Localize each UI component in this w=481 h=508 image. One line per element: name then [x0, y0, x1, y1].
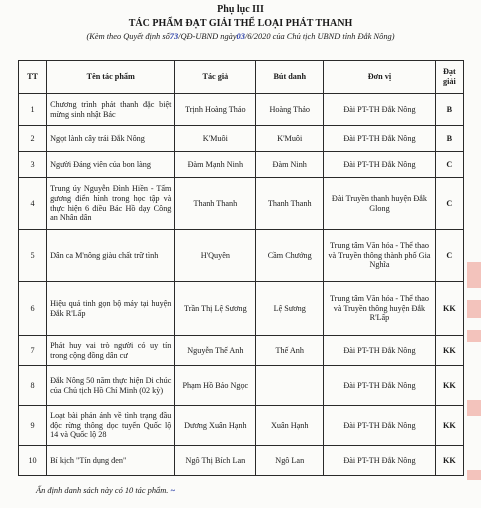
prize-level: KK — [435, 446, 463, 476]
unit-name: Trung tâm Văn hóa - Thể thao và Truyền thông thành phố Gia Nghĩa — [324, 230, 436, 282]
unit-name: Đài PT-TH Đắk Nông — [324, 366, 436, 406]
author-name: H'Quyên — [175, 230, 256, 282]
appendix-label: Phụ lục III — [217, 4, 264, 15]
table-row — [19, 446, 464, 476]
pen-name: Hoàng Thảo — [256, 94, 324, 126]
footer-note — [36, 486, 175, 495]
author-name: Dương Xuân Hạnh — [175, 406, 256, 446]
table-row — [19, 406, 464, 446]
awards-table — [18, 60, 464, 476]
author-name: Nguyễn Thế Anh — [175, 336, 256, 366]
column-header-author: Tác giả — [175, 61, 256, 94]
pen-name: Ngô Lan — [256, 446, 324, 476]
unit-name: Đài PT-TH Đắk Nông — [324, 152, 436, 178]
work-title: Phát huy vai trò người có uy tín trong cộng đồng dân cư — [47, 336, 175, 366]
document-subtitle — [0, 32, 481, 41]
prize-level: KK — [435, 406, 463, 446]
table-row — [19, 336, 464, 366]
column-header-unit: Đơn vị — [324, 61, 436, 94]
work-title: Chương trình phát thanh đặc biệt mừng sinh nhật Bác — [47, 94, 175, 126]
pen-name — [256, 366, 324, 406]
column-header-work: Tên tác phẩm — [47, 61, 175, 94]
prize-level: C — [435, 152, 463, 178]
document-title: TÁC PHẨM ĐẠT GIẢI THỂ LOẠI PHÁT THANH — [128, 18, 353, 29]
pen-name: Lệ Sương — [256, 282, 324, 336]
prize-level: KK — [435, 336, 463, 366]
red-stamp-fragment — [467, 300, 481, 318]
table-header-row — [19, 61, 464, 94]
row-number: 2 — [19, 126, 47, 152]
subtitle-prefix: (Kèm theo Quyết định số — [86, 32, 170, 41]
unit-name: Đài PT-TH Đắk Nông — [324, 406, 436, 446]
handwritten-mark: ~ — [170, 486, 176, 495]
author-name: Trịnh Hoàng Thảo — [175, 94, 256, 126]
work-title: Dân ca M'nông giàu chất trữ tình — [47, 230, 175, 282]
prize-level: C — [435, 178, 463, 230]
subtitle-middle: /QĐ-UBND ngày — [178, 32, 237, 41]
row-number: 3 — [19, 152, 47, 178]
column-header-tt: TT — [19, 61, 47, 94]
table-row — [19, 230, 464, 282]
unit-name: Đài PT-TH Đắk Nông — [324, 336, 436, 366]
table-row — [19, 178, 464, 230]
unit-name: Đài PT-TH Đắk Nông — [324, 126, 436, 152]
prize-level: C — [435, 230, 463, 282]
work-title: Ngọt lành cây trái Đắk Nông — [47, 126, 175, 152]
author-name: Ngô Thị Bích Lan — [175, 446, 256, 476]
table-row — [19, 94, 464, 126]
unit-name: Đài PT-TH Đắk Nông — [324, 94, 436, 126]
author-name: K'Muôi — [175, 126, 256, 152]
table-row — [19, 152, 464, 178]
row-number: 9 — [19, 406, 47, 446]
pen-name: Thanh Thanh — [256, 178, 324, 230]
prize-level: B — [435, 126, 463, 152]
red-stamp-fragment — [467, 330, 481, 342]
pen-name: Xuân Hạnh — [256, 406, 324, 446]
pen-name: Cầm Chướng — [256, 230, 324, 282]
unit-name: Đài PT-TH Đắk Nông — [324, 446, 436, 476]
row-number: 6 — [19, 282, 47, 336]
author-name: Đàm Mạnh Ninh — [175, 152, 256, 178]
author-name: Thanh Thanh — [175, 178, 256, 230]
author-name: Trần Thị Lệ Sương — [175, 282, 256, 336]
row-number: 1 — [19, 94, 47, 126]
red-stamp-fragment — [467, 262, 481, 288]
prize-level: KK — [435, 282, 463, 336]
handwritten-day: 03 — [236, 32, 245, 41]
work-title: Bí kịch "Tín dụng đen" — [47, 446, 175, 476]
pen-name: Thế Anh — [256, 336, 324, 366]
work-title: Hiệu quả tinh gọn bộ máy tại huyện Đắk R'Lấp — [47, 282, 175, 336]
prize-level: KK — [435, 366, 463, 406]
table-row — [19, 126, 464, 152]
subtitle-suffix: /6/2020 của Chủ tịch UBND tỉnh Đắk Nông) — [244, 32, 395, 41]
red-stamp-fragment — [467, 400, 481, 416]
work-title: Trung úy Nguyễn Đình Hiền - Tấm gương điển hình trong học tập và thực hiện 6 điều Bác Hồ dạy Công an Nhân dân — [47, 178, 175, 230]
row-number: 4 — [19, 178, 47, 230]
row-number: 10 — [19, 446, 47, 476]
table-row — [19, 366, 464, 406]
red-stamp-fragment — [467, 470, 481, 480]
column-header-pen-name: Bút danh — [256, 61, 324, 94]
handwritten-decision-number: 73 — [169, 32, 179, 41]
work-title: Đắk Nông 50 năm thực hiện Di chúc của Chủ tịch Hồ Chí Minh (02 kỳ) — [47, 366, 175, 406]
row-number: 5 — [19, 230, 47, 282]
pen-name: Đàm Ninh — [256, 152, 324, 178]
work-title: Người Đảng viên của bon làng — [47, 152, 175, 178]
row-number: 8 — [19, 366, 47, 406]
unit-name: Trung tâm Văn hóa - Thể thao và Truyền thông huyện Đắk R'Lấp — [324, 282, 436, 336]
pen-name: K'Muôi — [256, 126, 324, 152]
row-number: 7 — [19, 336, 47, 366]
column-header-prize: Đạt giải — [435, 61, 463, 94]
footer-note-text: Ấn định danh sách này có 10 tác phẩm. — [36, 486, 169, 495]
author-name: Phạm Hồ Bảo Ngọc — [175, 366, 256, 406]
unit-name: Đài Truyền thanh huyện Đắk Glong — [324, 178, 436, 230]
work-title: Loạt bài phản ánh về tình trạng đầu độc rừng thông dọc tuyến Quốc lộ 14 và Quốc lộ 28 — [47, 406, 175, 446]
table-row — [19, 282, 464, 336]
prize-level: B — [435, 94, 463, 126]
